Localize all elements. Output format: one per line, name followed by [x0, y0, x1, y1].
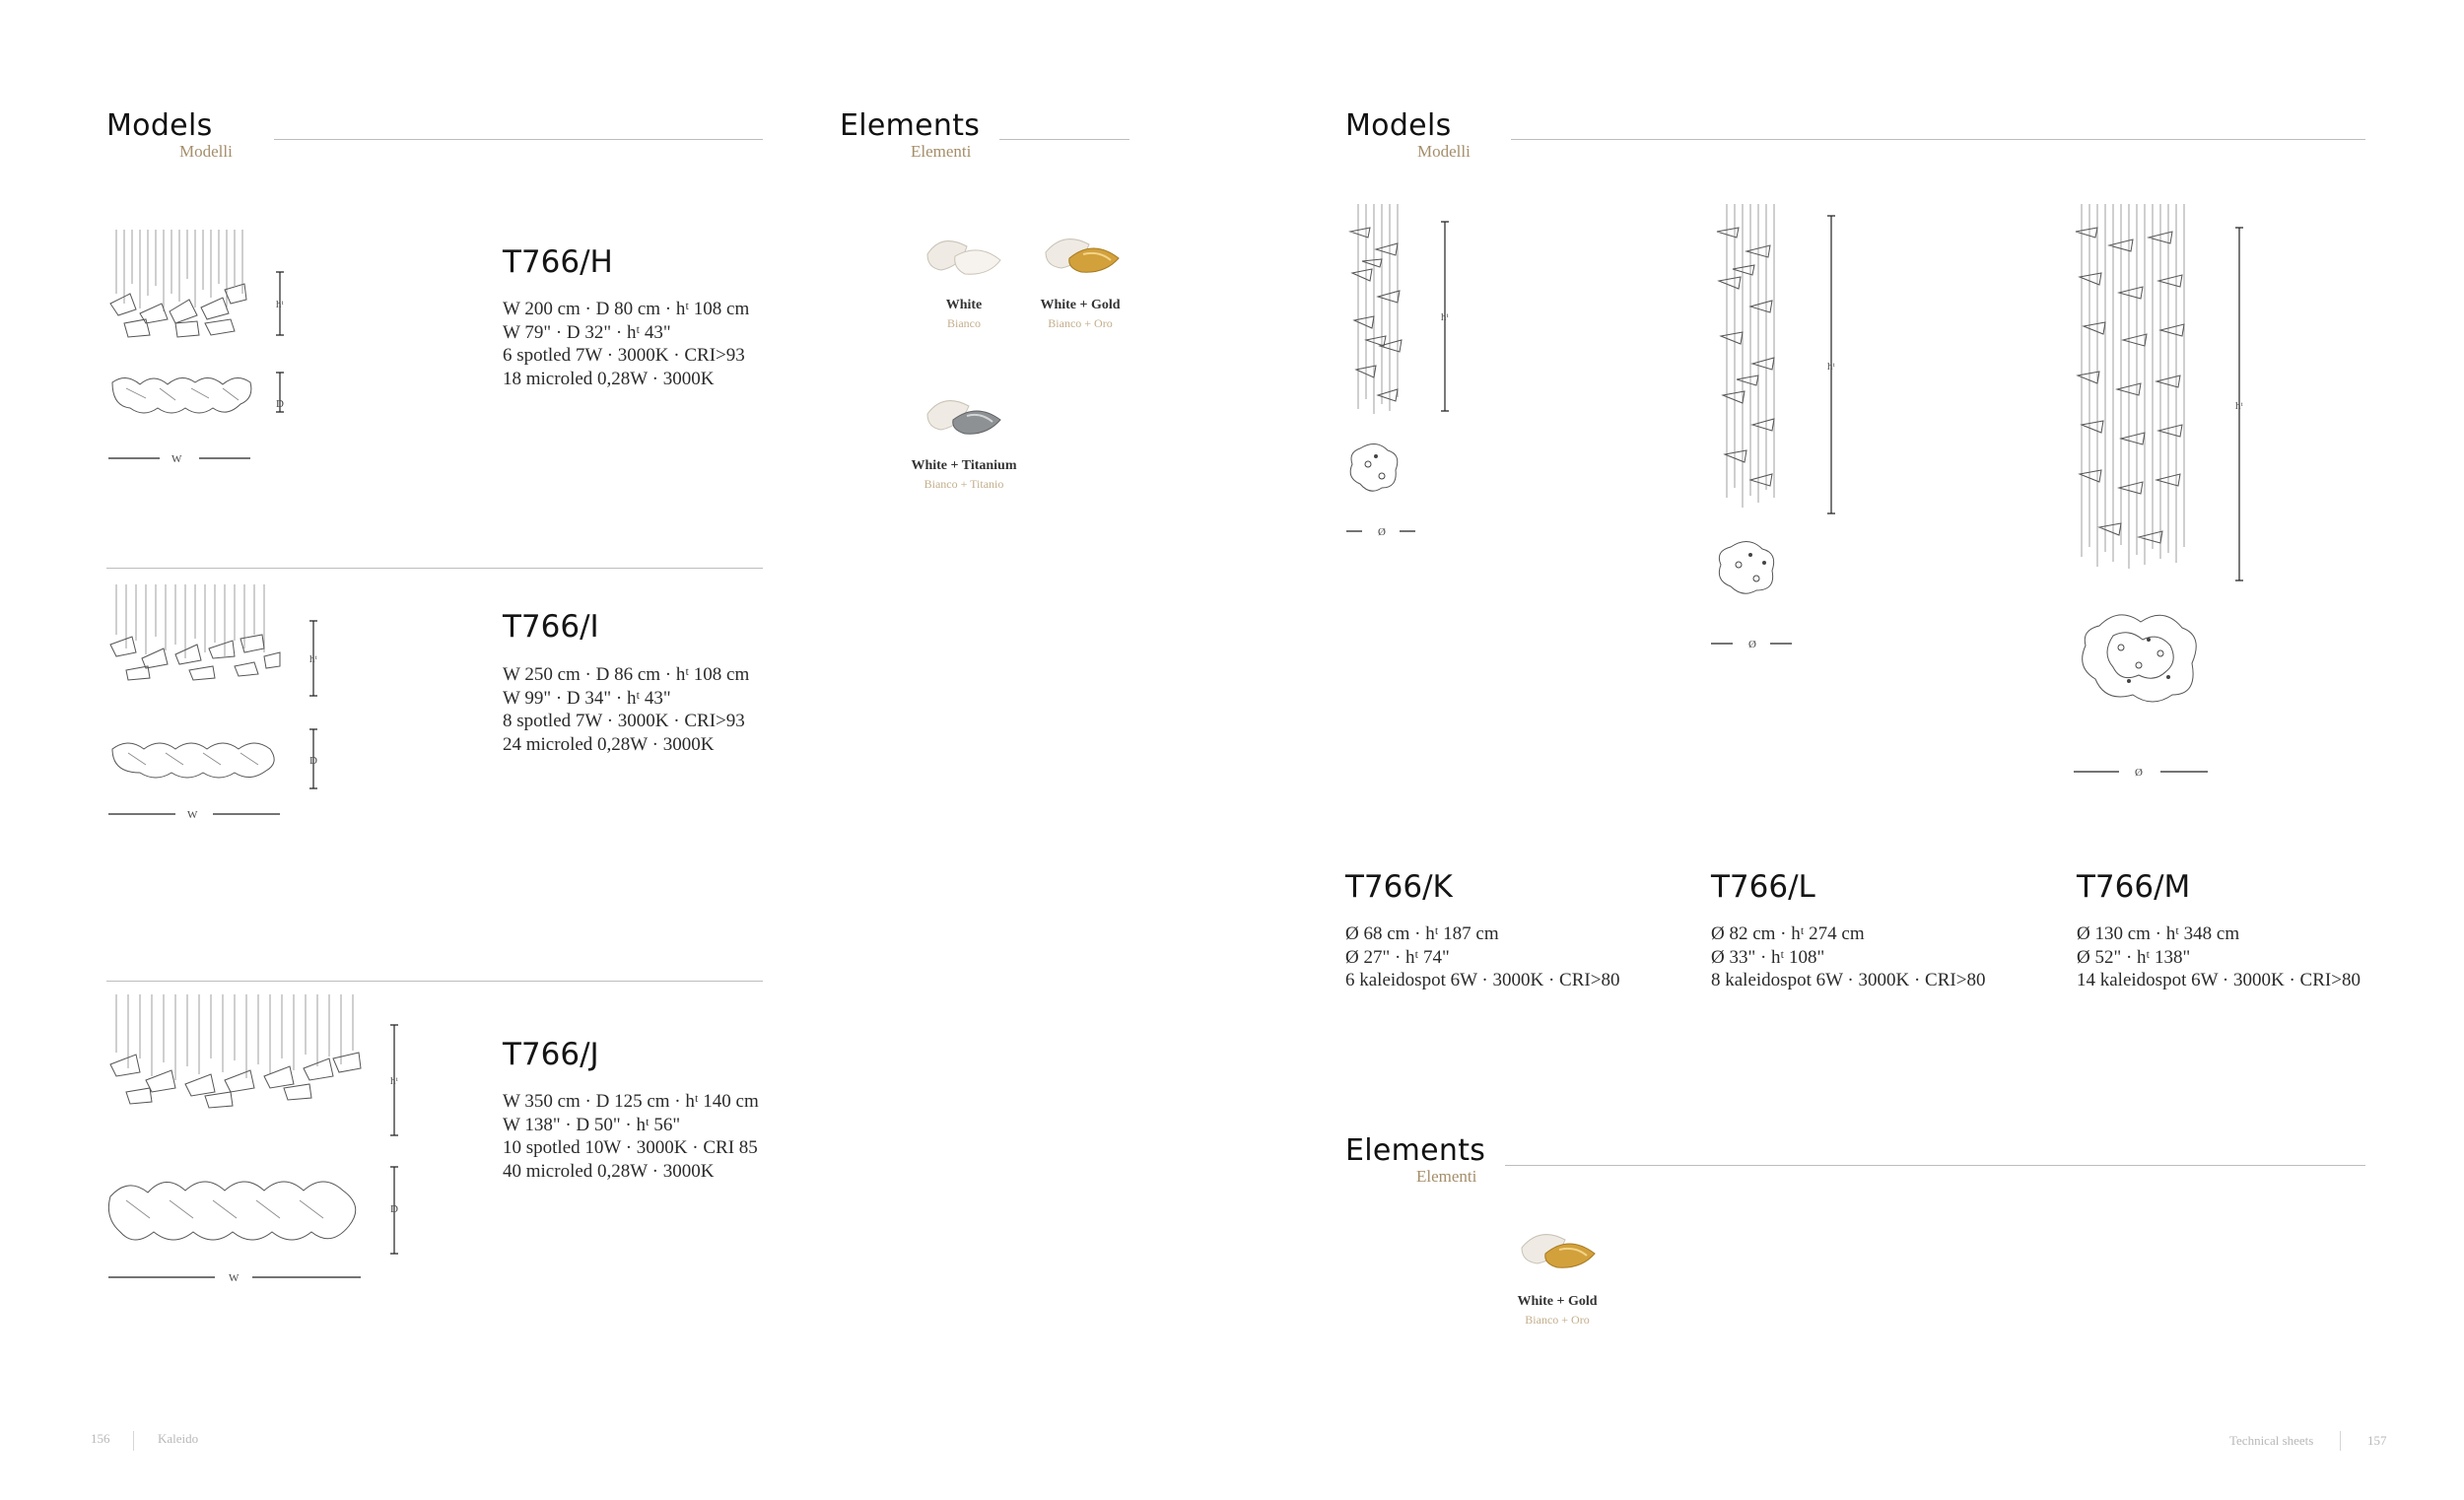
dimension-depth	[276, 373, 284, 412]
element-name-white-titanium: White + Titanium	[911, 458, 1017, 473]
svg-text:W: W	[229, 1272, 240, 1284]
model-divider	[106, 981, 763, 982]
element-sub-white-gold: Bianco + Oro	[1525, 1313, 1590, 1327]
dimension-height	[390, 1025, 398, 1135]
elements-title: Elements	[1345, 1133, 1486, 1168]
svg-text:Ø: Ø	[2135, 767, 2143, 779]
element-name-white: White	[945, 298, 983, 312]
dimension-width	[1346, 526, 1415, 538]
dimension-height	[276, 272, 284, 335]
dimension-depth	[309, 729, 317, 788]
svg-text:hᵗ: hᵗ	[390, 1075, 398, 1087]
model-name-t766m: T766/M	[2077, 869, 2191, 905]
svg-text:hᵗ: hᵗ	[276, 299, 284, 310]
page-number-left: 156	[91, 1431, 110, 1446]
model-drawing-t766i	[106, 580, 333, 826]
element-sub-white-titanium: Bianco + Titanio	[924, 477, 1004, 491]
white-gold-petal-icon	[1516, 1220, 1600, 1277]
white-titanium-petal-icon	[922, 386, 1005, 443]
model-name-t766h: T766/H	[503, 244, 613, 280]
svg-text:D: D	[309, 755, 317, 767]
svg-text:W: W	[171, 453, 182, 465]
svg-text:hᵗ: hᵗ	[1827, 361, 1835, 373]
element-sub-white: Bianco	[947, 316, 981, 330]
elements-subtitle: Elementi	[911, 142, 972, 161]
dimension-width	[108, 453, 250, 465]
models-subtitle: Modelli	[1417, 142, 1471, 161]
section-rule	[1511, 139, 2365, 140]
models-title: Models	[1345, 108, 1452, 143]
model-drawing-t766l	[1707, 202, 1855, 660]
page-number-right: 157	[2367, 1433, 2387, 1448]
svg-text:W: W	[187, 809, 198, 821]
svg-text:D: D	[390, 1203, 398, 1215]
dimension-width	[108, 809, 280, 821]
model-specs-t766m: Ø 130 cm · hᵗ 348 cm Ø 52" · hᵗ 138" 14 kaleidospot 6W · 3000K · CRI>80	[2077, 923, 2361, 990]
model-drawing-t766k	[1342, 202, 1471, 547]
dimension-width	[2074, 767, 2208, 779]
element-sub-white-gold: Bianco + Oro	[1048, 316, 1113, 330]
section-rule	[999, 139, 1129, 140]
model-specs-t766i: W 250 cm · D 86 cm · hᵗ 108 cm W 99" · D 34" · hᵗ 43" 8 spotled 7W · 3000K · CRI>93 24 microled 0,28W · 3000K	[503, 664, 750, 755]
svg-text:D: D	[276, 398, 284, 410]
section-rule	[1505, 1165, 2365, 1166]
model-name-t766l: T766/L	[1711, 869, 1815, 905]
model-drawing-t766j	[106, 989, 422, 1295]
white-petal-icon	[922, 225, 1005, 282]
model-name-t766i: T766/I	[503, 609, 599, 645]
model-drawing-t766m	[2070, 202, 2257, 793]
element-name-white-gold: White + Gold	[1040, 298, 1121, 312]
dimension-height	[2235, 228, 2243, 580]
svg-text:Ø: Ø	[1378, 526, 1386, 538]
dimension-height	[309, 621, 317, 696]
models-title: Models	[106, 108, 213, 143]
footer-section: Technical sheets	[2229, 1433, 2314, 1448]
model-specs-t766j: W 350 cm · D 125 cm · hᵗ 140 cm W 138" · D 50" · hᵗ 56" 10 spotled 10W · 3000K · CRI 85 40 microled 0,28W · 3000K	[503, 1091, 759, 1182]
svg-text:hᵗ: hᵗ	[2235, 400, 2243, 412]
model-specs-t766l: Ø 82 cm · hᵗ 274 cm Ø 33" · hᵗ 108" 8 kaleidospot 6W · 3000K · CRI>80	[1711, 923, 1986, 990]
model-drawing-t766h	[106, 225, 304, 471]
svg-text:hᵗ: hᵗ	[309, 653, 317, 665]
dimension-width	[108, 1272, 361, 1284]
model-divider	[106, 568, 763, 569]
svg-text:Ø: Ø	[1748, 639, 1756, 650]
dimension-width	[1711, 639, 1792, 650]
elements-title: Elements	[840, 108, 981, 143]
footer-divider	[2340, 1431, 2341, 1451]
element-name-white-gold: White + Gold	[1517, 1294, 1598, 1309]
dimension-height	[1827, 216, 1835, 513]
model-specs-t766k: Ø 68 cm · hᵗ 187 cm Ø 27" · hᵗ 74" 6 kaleidospot 6W · 3000K · CRI>80	[1345, 923, 1620, 990]
models-subtitle: Modelli	[179, 142, 233, 161]
section-rule	[274, 139, 763, 140]
elements-subtitle: Elementi	[1416, 1167, 1477, 1186]
footer-divider	[133, 1431, 134, 1451]
dimension-height	[1441, 222, 1449, 411]
white-gold-petal-icon	[1040, 225, 1124, 282]
footer-brand: Kaleido	[158, 1431, 199, 1446]
dimension-depth	[390, 1167, 398, 1254]
svg-text:hᵗ: hᵗ	[1441, 311, 1449, 323]
model-specs-t766h: W 200 cm · D 80 cm · hᵗ 108 cm W 79" · D 32" · hᵗ 43" 6 spotled 7W · 3000K · CRI>93 18 microled 0,28W · 3000K	[503, 299, 750, 389]
model-name-t766j: T766/J	[503, 1037, 599, 1072]
model-name-t766k: T766/K	[1345, 869, 1453, 905]
